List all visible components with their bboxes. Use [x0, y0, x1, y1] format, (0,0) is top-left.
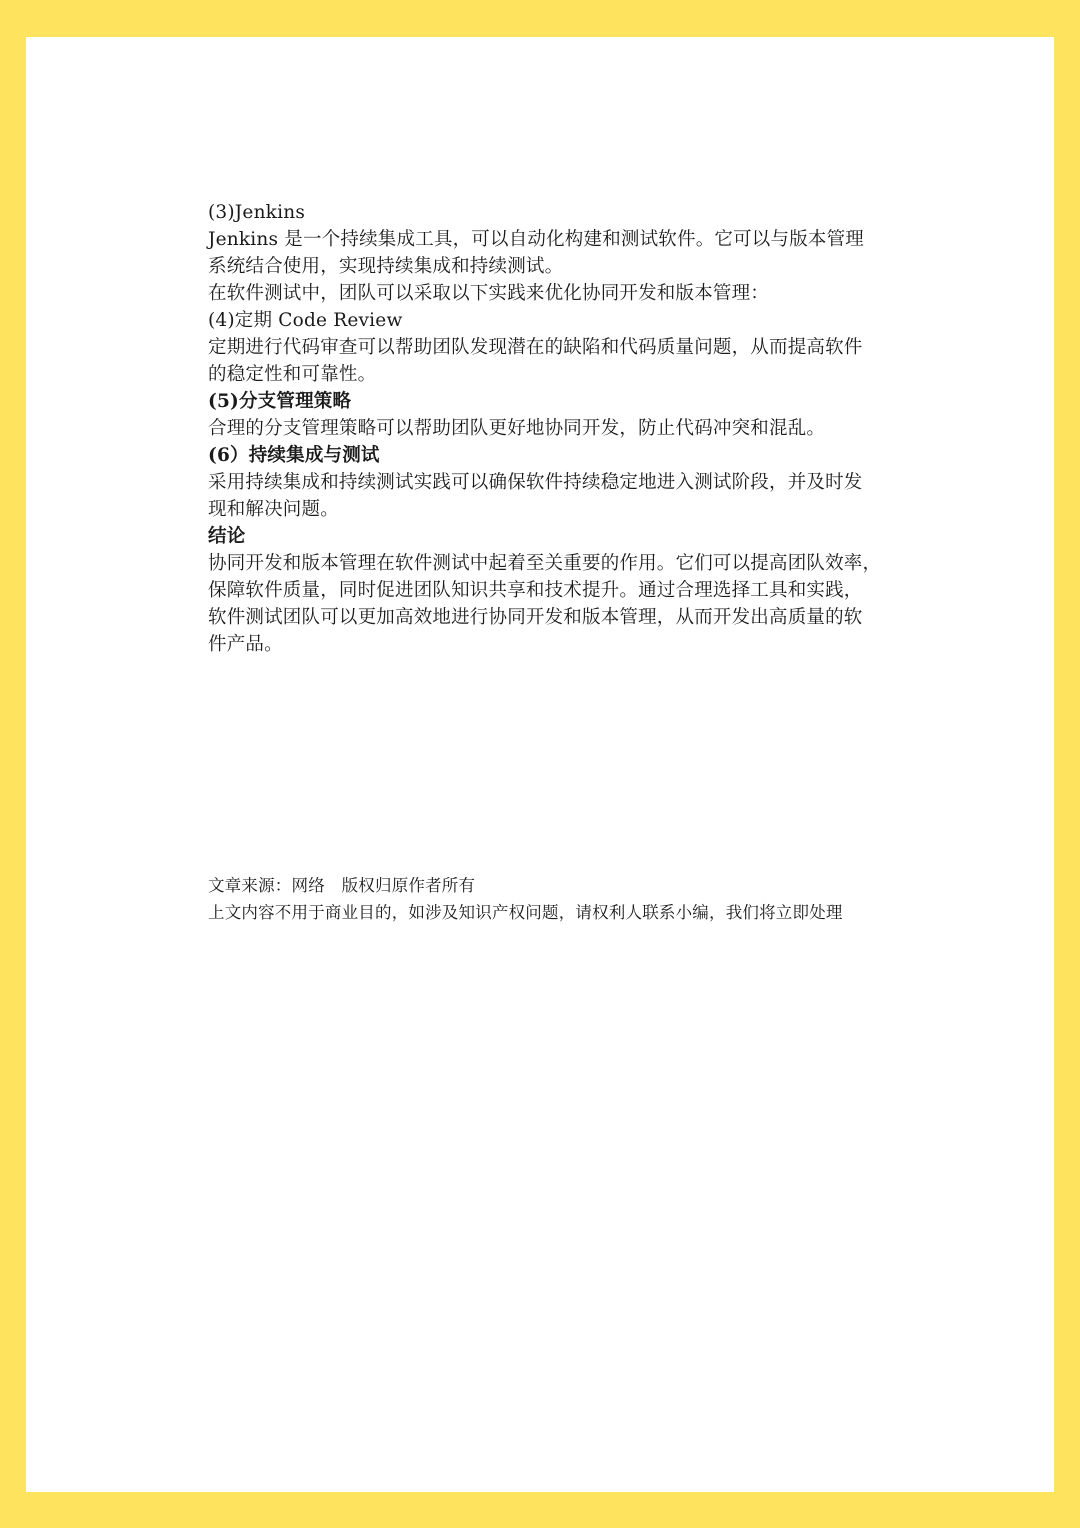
section-heading-ci-testing: (6）持续集成与测试 [208, 445, 380, 466]
paragraph-line: Jenkins 是一个持续集成工具，可以自动化构建和测试软件。它可以与版本管理 [208, 229, 864, 250]
paragraph-line: 件产品。 [208, 634, 283, 655]
paragraph-line: 保障软件质量，同时促进团队知识共享和技术提升。通过合理选择工具和实践， [208, 580, 863, 601]
section-heading-code-review: (4)定期 Code Review [208, 310, 403, 331]
paragraph-line: 在软件测试中，团队可以采取以下实践来优化协同开发和版本管理： [208, 283, 770, 304]
paragraph-line: 定期进行代码审查可以帮助团队发现潜在的缺陷和代码质量问题，从而提高软件 [208, 337, 863, 358]
paragraph-line: 采用持续集成和持续测试实践可以确保软件持续稳定地进入测试阶段，并及时发 [208, 472, 863, 493]
paragraph-line: 合理的分支管理策略可以帮助团队更好地协同开发，防止代码冲突和混乱。 [208, 418, 826, 439]
disclaimer-note: 上文内容不用于商业目的，如涉及知识产权问题，请权利人联系小编，我们将立即处理 [208, 903, 843, 922]
article-body [208, 199, 938, 658]
document-page [26, 37, 1054, 1492]
section-heading-branch-strategy: (5)分支管理策略 [208, 391, 352, 412]
paragraph-line: 的稳定性和可靠性。 [208, 364, 377, 385]
section-heading-conclusion: 结论 [208, 526, 246, 547]
footer-notice [208, 872, 928, 926]
paragraph-line: 协同开发和版本管理在软件测试中起着至关重要的作用。它们可以提高团队效率， [208, 553, 882, 574]
paragraph-line: 系统结合使用，实现持续集成和持续测试。 [208, 256, 564, 277]
source-note: 文章来源：网络 版权归原作者所有 [208, 876, 476, 895]
paragraph-line: 现和解决问题。 [208, 499, 339, 520]
paragraph-line: 软件测试团队可以更加高效地进行协同开发和版本管理，从而开发出高质量的软 [208, 607, 863, 628]
section-heading-jenkins: (3)Jenkins [208, 202, 306, 223]
